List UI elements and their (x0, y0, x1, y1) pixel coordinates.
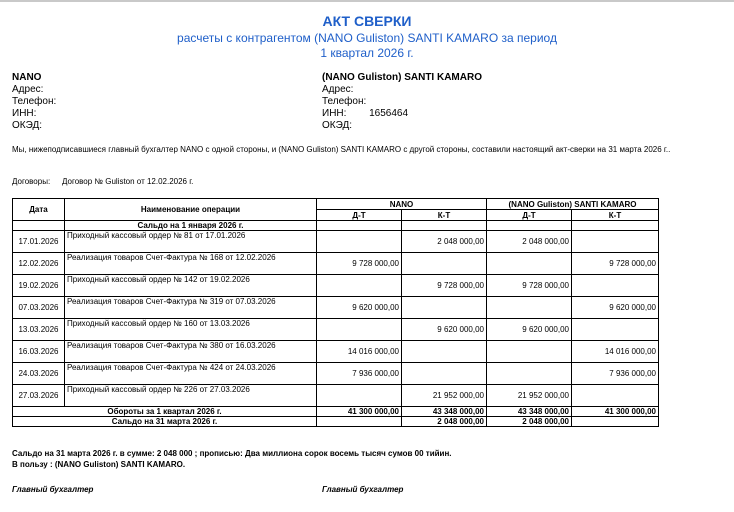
document-period: 1 квартал 2026 г. (320, 46, 414, 60)
table-row (13, 341, 659, 363)
opening-balance-label: Сальдо на 1 января 2026 г. (65, 221, 317, 231)
row-right-debit: 2 048 000,00 (487, 231, 572, 253)
right-inn-label: ИНН: (322, 108, 347, 119)
row-operation: Реализация товаров Счет-Фактура № 319 от 07.03.2026 (65, 297, 317, 319)
balance-summary (12, 448, 452, 470)
opening-date-cell (13, 221, 65, 231)
row-right-debit: 9 620 000,00 (487, 319, 572, 341)
group-left-header: NANO (317, 199, 487, 210)
left-address-label: Адрес: (12, 84, 44, 95)
table-row (13, 319, 659, 341)
table-row (13, 297, 659, 319)
row-right-debit (487, 341, 572, 363)
right-credit-header: К-Т (572, 210, 659, 221)
row-left-credit (402, 363, 487, 385)
top-divider (0, 0, 734, 2)
opening-l-dt (317, 221, 402, 231)
left-phone-label: Телефон: (12, 96, 57, 107)
row-right-credit (572, 319, 659, 341)
right-debit-header: Д-Т (487, 210, 572, 221)
left-debit-header: Д-Т (317, 210, 402, 221)
contracts-label: Договоры: (12, 177, 51, 186)
table-row (13, 231, 659, 253)
row-right-credit (572, 385, 659, 407)
row-left-credit (402, 253, 487, 275)
row-left-debit: 14 016 000,00 (317, 341, 402, 363)
opening-r-dt (487, 221, 572, 231)
left-credit-header: К-Т (402, 210, 487, 221)
right-phone-label: Телефон: (322, 96, 367, 107)
col-operation-header: Наименование операции (65, 199, 317, 221)
summary-line-2: В пользу : (NANO Guliston) SANTI KAMARO. (12, 460, 186, 469)
closing-right-credit (572, 417, 659, 427)
row-operation: Реализация товаров Счет-Фактура № 424 от 24.03.2026 (65, 363, 317, 385)
contracts-line (12, 177, 193, 186)
row-date: 07.03.2026 (13, 297, 65, 319)
row-left-debit (317, 275, 402, 297)
row-operation: Приходный кассовый ордер № 226 от 27.03.2026 (65, 385, 317, 407)
right-party-block (322, 72, 482, 132)
row-left-debit: 7 936 000,00 (317, 363, 402, 385)
row-operation: Реализация товаров Счет-Фактура № 168 от 12.02.2026 (65, 253, 317, 275)
row-operation: Приходный кассовый ордер № 160 от 13.03.2026 (65, 319, 317, 341)
row-left-credit: 9 728 000,00 (402, 275, 487, 297)
row-right-debit: 9 728 000,00 (487, 275, 572, 297)
intro-text: Мы, нижеподписавшиеся главный бухгалтер NANO с одной стороны, и (NANO Guliston) SANTI KAMARO с другой стороны, составили настоящий акт-сверки на 31 марта 2026 г.. (12, 145, 671, 154)
document-title: АКТ СВЕРКИ (322, 13, 412, 29)
row-right-credit: 9 620 000,00 (572, 297, 659, 319)
summary-line-1: Сальдо на 31 марта 2026 г. в сумме: 2 048 000 ; прописью: Два миллиона сорок восемь тысяч сумов 00 тийин. (12, 449, 452, 458)
right-inn: 1656464 (369, 108, 409, 119)
reconciliation-table (12, 198, 659, 427)
row-right-credit (572, 231, 659, 253)
row-right-debit (487, 297, 572, 319)
row-left-debit: 9 728 000,00 (317, 253, 402, 275)
table-row (13, 275, 659, 297)
contracts-value: Договор № Guliston от 12.02.2026 г. (62, 177, 194, 186)
closing-row (13, 417, 659, 427)
closing-left-debit (317, 417, 402, 427)
table-row (13, 253, 659, 275)
right-address-label: Адрес: (322, 84, 354, 95)
table-row (13, 363, 659, 385)
row-right-debit (487, 363, 572, 385)
row-left-debit (317, 385, 402, 407)
row-date: 17.01.2026 (13, 231, 65, 253)
right-party-name: (NANO Guliston) SANTI KAMARO (322, 72, 482, 83)
row-left-credit: 9 620 000,00 (402, 319, 487, 341)
row-operation: Приходный кассовый ордер № 142 от 19.02.2026 (65, 275, 317, 297)
row-left-credit: 21 952 000,00 (402, 385, 487, 407)
row-date: 24.03.2026 (13, 363, 65, 385)
left-party-name: NANO (12, 72, 42, 83)
closing-right-debit: 2 048 000,00 (487, 417, 572, 427)
row-left-debit (317, 319, 402, 341)
row-date: 19.02.2026 (13, 275, 65, 297)
closing-label: Сальдо на 31 марта 2026 г. (13, 417, 317, 427)
opening-r-kt (572, 221, 659, 231)
row-right-debit (487, 253, 572, 275)
closing-left-credit: 2 048 000,00 (402, 417, 487, 427)
right-oked-label: ОКЭД: (322, 120, 353, 131)
document-subtitle: расчеты с контрагентом (NANO Guliston) SANTI KAMARO за период (177, 31, 557, 45)
row-right-credit (572, 275, 659, 297)
table-row (13, 385, 659, 407)
left-oked-label: ОКЭД: (12, 120, 43, 131)
row-date: 12.02.2026 (13, 253, 65, 275)
row-right-credit: 9 728 000,00 (572, 253, 659, 275)
left-inn-label: ИНН: (12, 108, 37, 119)
row-left-debit (317, 231, 402, 253)
row-right-credit: 7 936 000,00 (572, 363, 659, 385)
row-right-credit: 14 016 000,00 (572, 341, 659, 363)
row-date: 27.03.2026 (13, 385, 65, 407)
group-right-header: (NANO Guliston) SANTI KAMARO (487, 199, 659, 210)
turnover-right-debit: 43 348 000,00 (487, 407, 572, 417)
left-party-block (12, 72, 56, 132)
turnover-label: Обороты за 1 квартал 2026 г. (13, 407, 317, 417)
row-left-debit: 9 620 000,00 (317, 297, 402, 319)
turnover-left-debit: 41 300 000,00 (317, 407, 402, 417)
signature-left: Главный бухгалтер (12, 485, 94, 494)
col-date-header: Дата (13, 199, 65, 221)
turnover-right-credit: 41 300 000,00 (572, 407, 659, 417)
turnover-left-credit: 43 348 000,00 (402, 407, 487, 417)
row-right-debit: 21 952 000,00 (487, 385, 572, 407)
row-date: 16.03.2026 (13, 341, 65, 363)
row-operation: Реализация товаров Счет-Фактура № 380 от 16.03.2026 (65, 341, 317, 363)
turnover-row (13, 407, 659, 417)
row-left-credit (402, 341, 487, 363)
opening-l-kt (402, 221, 487, 231)
row-left-credit: 2 048 000,00 (402, 231, 487, 253)
signature-right: Главный бухгалтер (322, 485, 404, 494)
row-left-credit (402, 297, 487, 319)
row-operation: Приходный кассовый ордер № 81 от 17.01.2026 (65, 231, 317, 253)
row-date: 13.03.2026 (13, 319, 65, 341)
